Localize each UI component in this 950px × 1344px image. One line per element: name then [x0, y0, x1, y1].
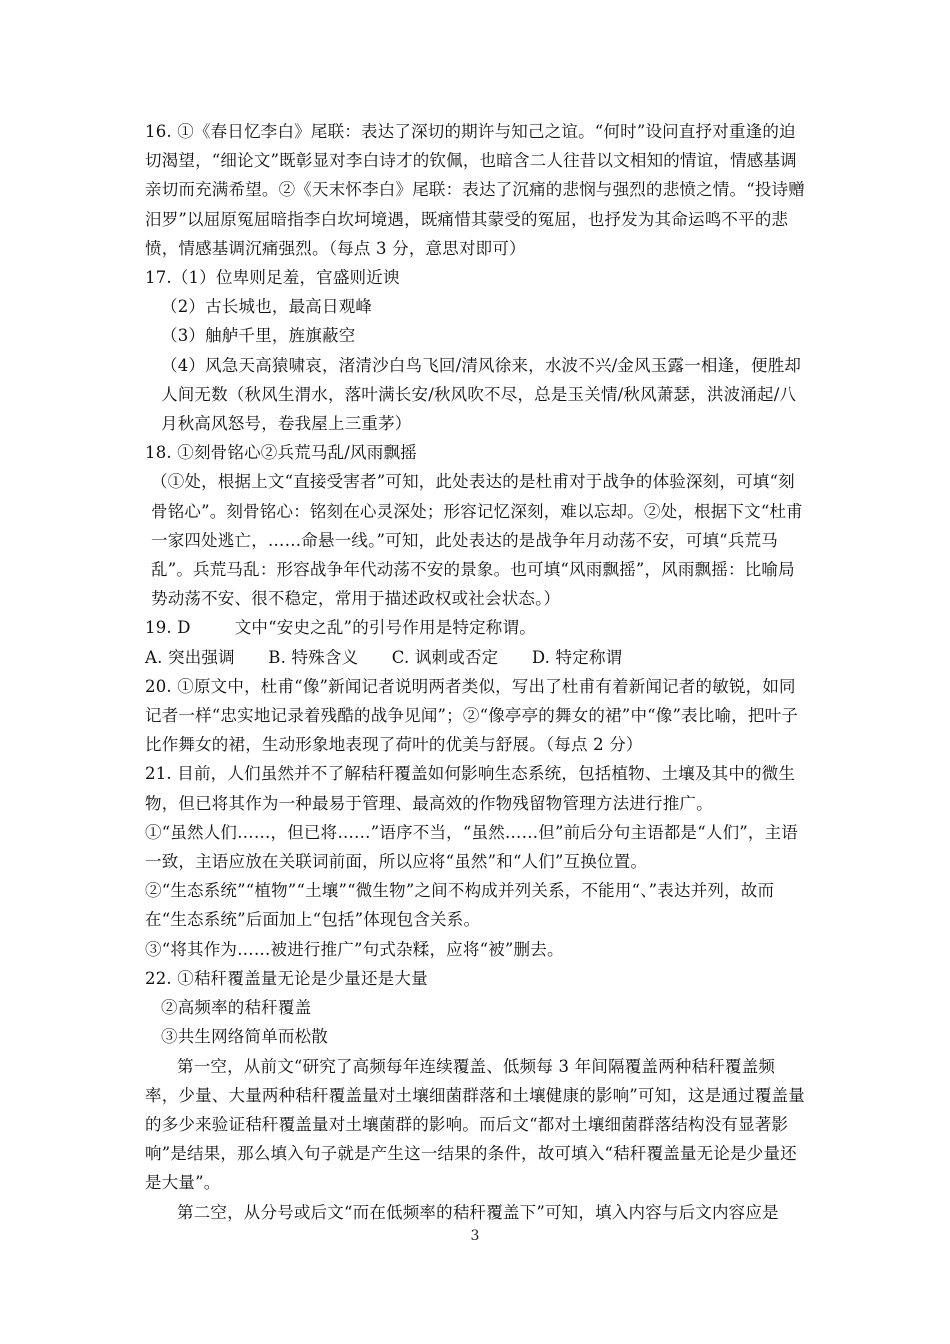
q22-item-2: ②高频率的秸秆覆盖 [161, 998, 312, 1018]
q18-explanation: （①处，根据上文“直接受害者”可知，此处表达的是杜甫对于战争的体验深刻，可填“刻骨铭心”。刻骨铭心：铭刻在心灵深处；形容记忆深刻，难以忘却。②处，根据下文“杜甫一家四处逃亡，……命悬一线。”可知，此处表达的是战争年月动荡不安，可填“兵荒马乱”。兵荒马乱：形容战争年代动荡不安的景象。也可填“风雨飘摇”，风雨飘摇：比喻局势动荡不安、很不稳定，常用于描述政权或社会状态。） [151, 472, 803, 609]
q17-head: 17.（1）位卑则足羞，官盛则近谀 [145, 268, 400, 288]
q17-item-4: （4）风急天高猿啸哀，渚清沙白鸟飞回/清风徐来，水波不兴/金风玉露一相逢，便胜却人间无数（秋风生渭水，落叶满长安/秋风吹不尽，总是玉关情/秋风萧瑟，洪波涌起/八月秋高风怒号，卷我屋上三重茅） [161, 355, 802, 434]
q22-item-3: ③共生网络简单而松散 [161, 1027, 328, 1047]
answer-key-body [145, 117, 807, 1227]
q17-item-3: （3）舳舻千里，旌旗蔽空 [161, 326, 356, 346]
q21-answer: 21. 目前，人们虽然并不了解秸秆覆盖如何影响生态系统，包括植物、土壤及其中的微生物，但已将其作为一种最易于管理、最高效的作物残留物管理方法进行推广。 [145, 764, 796, 813]
q22-paragraph-1: 第一空，从前文“研究了高频每年连续覆盖、低频每 3 年间隔覆盖两种秸秆覆盖频率，少量、大量两种秸秆覆盖量对土壤细菌群落和土壤健康的影响”可知，这是通过覆盖量的多少来验证秸秆覆盖量对土壤菌群的影响。而后文“都对土壤细菌群落结构没有显著影响”是结果，那么填入句子就是产生这一结果的条件，故可填入“秸秆覆盖量无论是少量还是大量”。 [145, 1056, 805, 1193]
q19-options [145, 643, 807, 672]
q19-answer-line [145, 613, 807, 642]
q19-option-b: B. 特殊含义 [268, 647, 359, 667]
q22-head: 22. ①秸秆覆盖量无论是少量还是大量 [145, 968, 428, 988]
q19-option-a: A. 突出强调 [145, 647, 235, 667]
q19-option-c: C. 讽刺或否定 [391, 647, 499, 667]
q22-paragraph-2: 第二空，从分号或后文“而在低频率的秸秆覆盖下”可知，填入内容与后文内容应是 [177, 1202, 779, 1222]
q21-point-2: ②“生态系统”“植物”“土壤”“微生物”之间不构成并列关系，不能用“、”表达并列，故而在“生态系统”后面加上“包括”体现包含关系。 [145, 881, 775, 930]
q19-option-d: D. 特定称谓 [531, 647, 623, 667]
q20-answer: 20. ①原文中，杜甫“像”新闻记者说明两者类似，写出了杜甫有着新闻记者的敏锐，如同记者一样“忠实地记录着残酷的战争见闻”；②“像亭亭的舞女的裙”中“像”表比喻，把叶子比作舞女的裙，生动形象地表现了荷叶的优美与舒展。（每点 2 分） [145, 676, 799, 755]
q18-head: 18. ①刻骨铭心②兵荒马乱/风雨飘摇 [145, 443, 417, 463]
q21-point-3: ③“将其作为……被进行推广”句式杂糅，应将“被”删去。 [145, 939, 564, 959]
q16-answer: 16. ①《春日忆李白》尾联：表达了深切的期许与知己之谊。“何时”设问直抒对重逢的迫切渴望，“细论文”既彰显对李白诗才的钦佩，也暗含二人往昔以文相知的情谊，情感基调亲切而充满希望。②《天末怀李白》尾联：表达了沉痛的悲悯与强烈的悲愤之情。“投诗赠汨罗”以屈原冤屈暗指李白坎坷境遇，既痛惜其蒙受的冤屈，也抒发为其命运鸣不平的悲愤，情感基调沉痛强烈。（每点 3 分，意思对即可） [145, 122, 805, 258]
page-number: 3 [470, 1228, 480, 1244]
q19-answer: 19. D [145, 618, 191, 638]
q21-point-1: ①“虽然人们……，但已将……”语序不当，“虽然……但”前后分句主语都是“人们”，主语一致，主语应放在关联词前面，所以应将“虽然”和“人们”互换位置。 [145, 822, 799, 872]
q19-note: 文中“安史之乱”的引号作用是特定称谓。 [234, 618, 536, 638]
q17-item-2: （2）古长城也，最高日观峰 [161, 297, 373, 317]
